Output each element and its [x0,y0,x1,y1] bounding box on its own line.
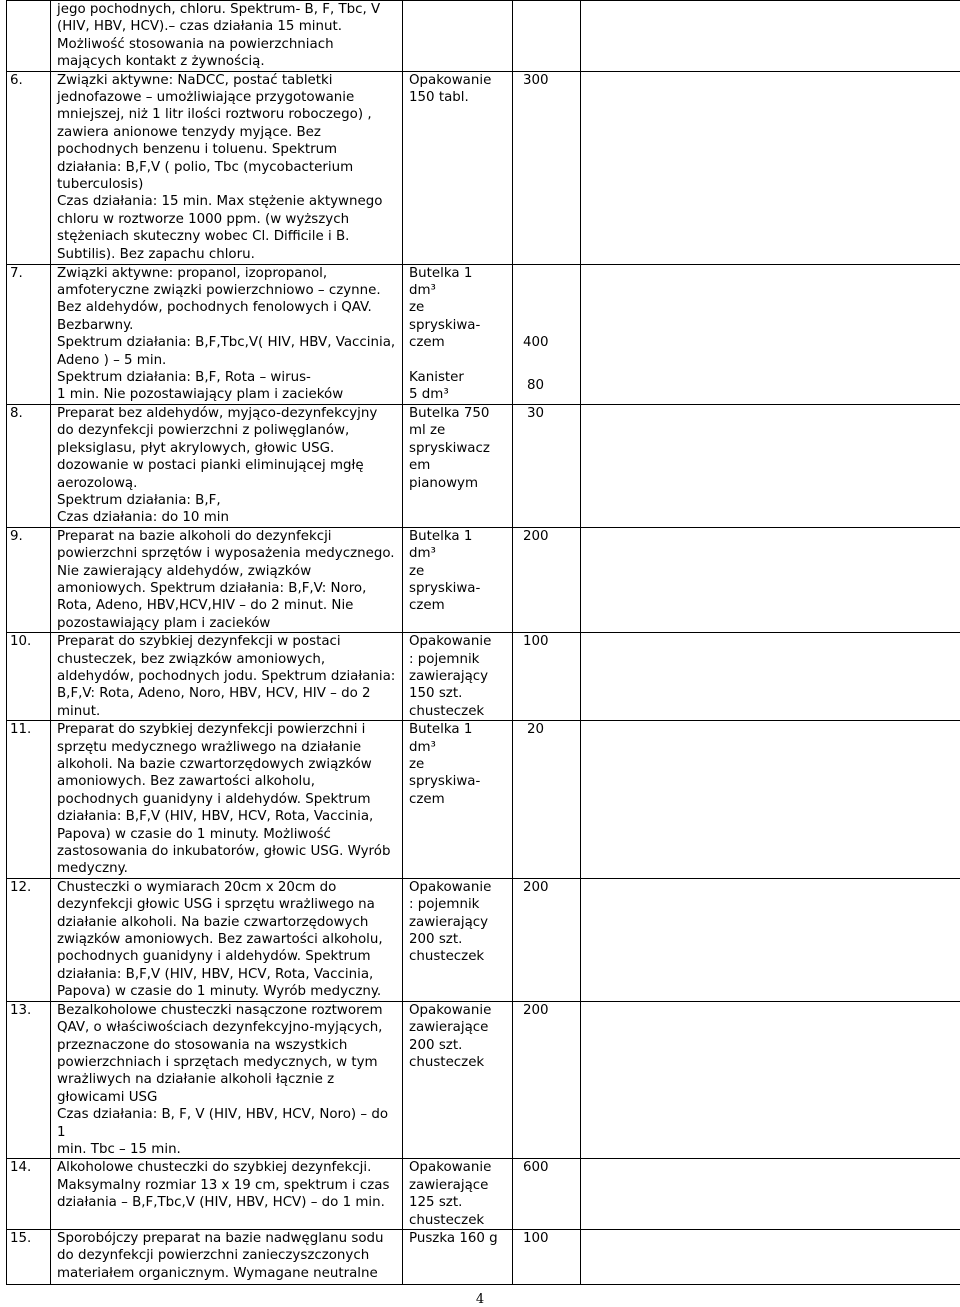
packaging-line: spryskiwa- [409,580,481,596]
table-row [7,404,960,527]
item-quantity [513,1,581,72]
quantity-value: 30 [527,405,545,421]
packaging-line: chusteczek [409,1054,485,1070]
description-line: Maksymalny rozmiar 13 x 19 cm, spektrum i czas [57,1177,390,1193]
table-row [7,527,960,632]
packaging-line: 150 szt. [409,686,463,702]
item-number: 14. [7,1159,51,1230]
item-description [51,878,403,1001]
item-packaging [403,404,513,527]
item-description [51,527,403,632]
packaging-line: czem [409,335,445,351]
description-line: dezynfekcji głowic USG i sprzętu wrażliwego na [57,897,375,913]
packaging-line: Butelka 750 [409,405,490,421]
description-line: Papova) w czasie do 1 minuty. Wyrób medyczny. [57,984,382,1000]
description-line: działania: B,F,V ( polio, Tbc (mycobacterium [57,159,354,175]
description-line: działania – B,F,Tbc,V (HIV, HBV, HCV) – do 1 min. [57,1195,385,1211]
description-line: wrażliwych na działanie alkoholi łącznie z [57,1072,335,1088]
packaging-line: spryskiwacz [409,440,490,456]
description-line: Sporobójczy preparat na bazie nadwęglanu sodu [57,1230,384,1246]
item-description [51,71,403,264]
empty-cell [581,1,960,72]
product-table-body [7,1,960,1285]
description-line: min. Tbc – 15 min. [57,1141,181,1157]
table-row [7,878,960,1001]
description-line: Związki aktywne: propanol, izopropanol, [57,265,328,281]
item-description [51,1159,403,1230]
quantity-value: 200 [523,879,549,895]
description-line: 1 min. Nie pozostawiający plam i zacieków [57,387,344,403]
description-line: działania: B,F,V (HIV, HBV, HCV, Rota, Vaccinia, [57,966,374,982]
description-line: amfoteryczne związki powierzchniowo – czynne. [57,283,381,299]
description-line: pochodnych guanidyny i aldehydów. Spektrum [57,791,371,807]
item-number: 6. [7,71,51,264]
item-number: 12. [7,878,51,1001]
item-description [51,264,403,404]
description-line: powierzchniach i sprzętach medycznych, w tym [57,1054,378,1070]
item-number: 7. [7,264,51,404]
description-line: Preparat na bazie alkoholi do dezynfekcji [57,528,332,544]
description-line: Adeno ) – 5 min. [57,352,167,368]
packaging-line: Kanister [409,370,464,386]
packaging-line: zawierający [409,668,489,684]
packaging-line: Butelka 1 [409,265,473,281]
quantity-value-secondary: 80 [527,378,545,394]
packaging-line: : pojemnik [409,897,480,913]
description-line: zastosowania do inkubatorów, głowic USG. Wyrób [57,844,391,860]
quantity-value: 20 [527,722,545,738]
packaging-line: zawierający [409,914,489,930]
description-line: amoniowych. Spektrum działania: B,F,V: Noro, [57,580,367,596]
table-row [7,1159,960,1230]
item-number [7,1,51,72]
packaging-line: dm³ [409,546,436,562]
empty-cell [581,1159,960,1230]
item-quantity [513,721,581,879]
packaging-line: em [409,458,431,474]
description-line: dozowanie w postaci pianki eliminującej mgłę [57,458,364,474]
description-line: pochodnych benzenu i toluenu. Spektrum [57,142,338,158]
packaging-line: ml ze [409,423,446,439]
description-line: Bezalkoholowe chusteczki nasączone roztworem [57,1002,383,1018]
packaging-line: zawierające [409,1020,489,1036]
description-line: Możliwość stosowania na powierzchniach [57,36,334,52]
item-number: 8. [7,404,51,527]
item-description [51,1229,403,1284]
page-number: 4 [475,1292,485,1307]
item-number: 15. [7,1229,51,1284]
description-line: Bezbarwny. [57,317,134,333]
description-line: Rota, Adeno, HBV,HCV,HIV – do 2 minut. Nie [57,598,354,614]
item-packaging [403,264,513,404]
packaging-line: 125 szt. [409,1195,463,1211]
item-description [51,721,403,879]
item-number: 13. [7,1001,51,1159]
description-line: Spektrum działania: B,F, [57,492,221,508]
item-quantity [513,878,581,1001]
description-line: Preparat do szybkiej dezynfekcji powierzchni i [57,722,366,738]
description-line: do dezynfekcji powierzchni z poliwęglanów, [57,423,350,439]
item-description [51,1001,403,1159]
description-line: głowicami USG [57,1089,158,1105]
packaging-line: Opakowanie [409,634,492,650]
item-number: 9. [7,527,51,632]
table-row [7,1229,960,1284]
description-line: chusteczek, bez związków amoniowych, [57,651,326,667]
description-line: zawiera anionowe tenzydy myjące. Bez [57,124,321,140]
table-row [7,1,960,72]
table-row [7,264,960,404]
table-row [7,1001,960,1159]
item-quantity [513,1001,581,1159]
description-line: związków amoniowych. Bez zawartości alkoholu, [57,932,383,948]
packaging-line: 150 tabl. [409,90,469,106]
description-line: przeznaczone do stosowania na wszystkich [57,1037,348,1053]
description-line: działania: B,F,V (HIV, HBV, HCV, Rota, Vaccinia, [57,809,374,825]
description-line: amoniowych. Bez zawartości alkoholu, [57,774,315,790]
item-packaging [403,1,513,72]
item-quantity [513,264,581,404]
packaging-line: ze [409,300,425,316]
description-line: Preparat do szybkiej dezynfekcji w postaci [57,634,341,650]
description-line: Czas działania: 15 min. Max stężenie aktywnego [57,194,383,210]
description-line: B,F,V: Rota, Adeno, Noro, HBV, HCV, HIV – do 2 [57,686,371,702]
item-packaging [403,71,513,264]
item-quantity [513,633,581,721]
empty-cell [581,404,960,527]
quantity-value: 200 [523,528,549,544]
packaging-line: Butelka 1 [409,722,473,738]
description-line: tuberculosis) [57,177,144,193]
description-line: sprzętu medycznego wrażliwego na działanie [57,739,362,755]
description-line: pozostawiający plam i zacieków [57,615,271,631]
description-line: Preparat bez aldehydów, myjąco-dezynfekcyjny [57,405,378,421]
table-row [7,71,960,264]
description-line: pochodnych guanidyny i aldehydów. Spektrum [57,949,371,965]
packaging-line [409,352,512,369]
packaging-line: spryskiwa- [409,317,481,333]
item-description [51,633,403,721]
packaging-line: zawierające [409,1177,489,1193]
quantity-value: 400 [523,334,549,350]
description-line: Bez aldehydów, pochodnych fenolowych i QAV. [57,300,372,316]
description-line: minut. [57,703,101,719]
item-number: 10. [7,633,51,721]
packaging-line: Opakowanie [409,1002,492,1018]
description-line: Chusteczki o wymiarach 20cm x 20cm do [57,879,337,895]
description-line: Spektrum działania: B,F, Rota – wirus- [57,370,311,386]
item-quantity [513,1159,581,1230]
item-packaging [403,721,513,879]
item-quantity [513,71,581,264]
description-line: materiałem organicznym. Wymagane neutralne [57,1265,378,1281]
item-packaging [403,1001,513,1159]
packaging-line: pianowym [409,475,479,491]
packaging-line: Opakowanie [409,1160,492,1176]
item-quantity [513,404,581,527]
description-line: Czas działania: B, F, V (HIV, HBV, HCV, Noro) – do 1 [57,1107,389,1140]
packaging-line: dm³ [409,283,436,299]
product-table [6,0,960,1285]
item-packaging [403,1229,513,1284]
empty-cell [581,633,960,721]
quantity-value: 100 [523,634,549,650]
empty-cell [581,878,960,1001]
quantity-value: 200 [523,1002,549,1018]
packaging-line: dm³ [409,739,436,755]
empty-cell [581,264,960,404]
item-description [51,404,403,527]
description-line: (HIV, HBV, HCV).– czas działania 15 minut. [57,19,342,35]
quantity-value: 300 [523,72,549,88]
item-packaging [403,633,513,721]
description-line: Subtilis). Bez zapachu chloru. [57,246,255,262]
packaging-line: Opakowanie [409,879,492,895]
item-quantity [513,527,581,632]
packaging-line: 200 szt. [409,932,463,948]
table-row [7,721,960,879]
packaging-line: chusteczek [409,703,485,719]
description-line: medyczny. [57,861,128,877]
packaging-line: chusteczek [409,1212,485,1228]
packaging-line: 5 dm³ [409,387,449,403]
description-line: Związki aktywne: NaDCC, postać tabletki [57,72,333,88]
description-line: Alkoholowe chusteczki do szybkiej dezynfekcji. [57,1160,372,1176]
description-line: mających kontakt z żywnością. [57,54,265,70]
description-line: aerozolową. [57,475,138,491]
description-line: działanie alkoholi. Na bazie czwartorzędowych [57,914,369,930]
item-packaging [403,878,513,1001]
description-line: Czas działania: do 10 min [57,510,229,526]
description-line: alkoholi. Na bazie czwartorzędowych związków [57,757,372,772]
packaging-line: spryskiwa- [409,774,481,790]
description-line: pleksiglasu, płyt akrylowych, głowic USG. [57,440,335,456]
description-line: aldehydów, pochodnych jodu. Spektrum działania: [57,668,396,684]
description-line: jego pochodnych, chloru. Spektrum- B, F, Tbc, V [57,2,381,17]
empty-cell [581,527,960,632]
item-packaging [403,1159,513,1230]
packaging-line: Puszka 160 g [409,1230,498,1246]
packaging-line: chusteczek [409,949,485,965]
item-quantity [513,1229,581,1284]
packaging-line: 200 szt. [409,1037,463,1053]
packaging-line: ze [409,757,425,772]
table-row [7,633,960,721]
description-line: powierzchni sprzętów i wyposażenia medycznego. [57,546,395,562]
item-number: 11. [7,721,51,879]
packaging-line: Butelka 1 [409,528,473,544]
packaging-line: czem [409,598,445,614]
packaging-line: : pojemnik [409,651,480,667]
description-line: Spektrum działania: B,F,Tbc,V( HIV, HBV, Vaccinia, [57,335,396,351]
empty-cell [581,1001,960,1159]
description-line: jednofazowe – umożliwiające przygotowanie [57,90,355,106]
description-line: mniejszej, niż 1 litr ilości roztworu roboczego) , [57,107,372,123]
packaging-line: czem [409,791,445,807]
quantity-value: 100 [523,1230,549,1246]
description-line: stężeniach skuteczny wobec Cl. Difficile i B. [57,229,350,245]
packaging-line: ze [409,563,425,579]
description-line: chloru w roztworze 1000 ppm. (w wyższych [57,211,350,227]
empty-cell [581,1229,960,1284]
empty-cell [581,721,960,879]
quantity-value: 600 [523,1160,549,1176]
description-line: do dezynfekcji powierzchni zanieczyszczonych [57,1248,370,1264]
description-line: QAV, o właściwościach dezynfekcyjno-myjących, [57,1020,383,1036]
item-description [51,1,403,72]
empty-cell [581,71,960,264]
description-line: Nie zawierający aldehydów, związków [57,563,312,579]
item-packaging [403,527,513,632]
description-line: Papova) w czasie do 1 minuty. Możliwość [57,826,331,842]
packaging-line: Opakowanie [409,72,492,88]
